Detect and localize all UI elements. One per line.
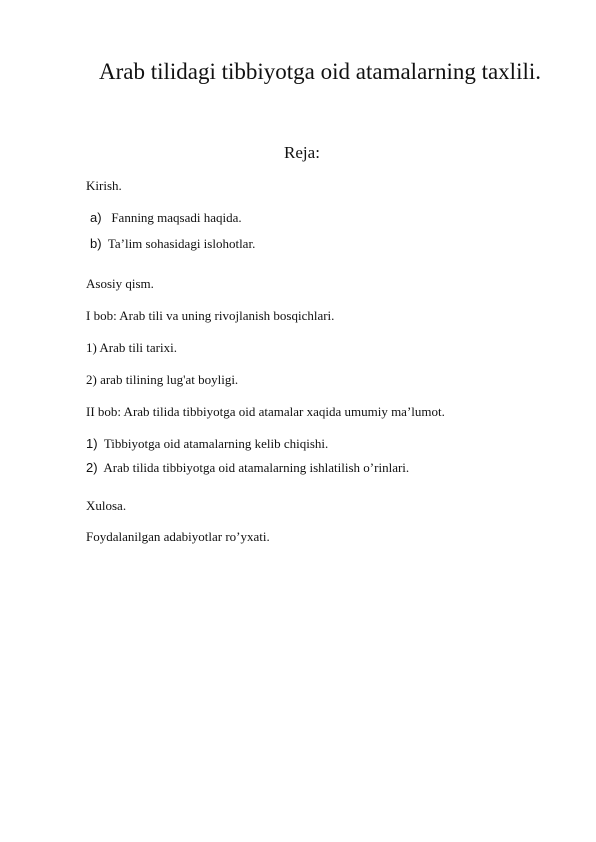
list-marker: 2)	[86, 460, 98, 475]
plan-heading: Reja:	[284, 143, 320, 162]
chapter-1-item: 1) Arab tili tarixi.	[86, 340, 177, 355]
list-marker: 1)	[86, 436, 98, 451]
intro-item	[90, 236, 255, 252]
list-marker: a)	[90, 210, 102, 225]
intro-heading: Kirish.	[86, 178, 122, 193]
chapter-2-item	[86, 436, 328, 452]
chapter-2-heading: II bob: Arab tilida tibbiyotga oid atamalar xaqida umumiy ma’lumot.	[86, 404, 445, 419]
main-part-heading: Asosiy qism.	[86, 276, 154, 291]
list-item-text: Arab tilida tibbiyotga oid atamalarning ishlatilish o’rinlari.	[103, 460, 410, 475]
references-heading: Foydalanilgan adabiyotlar ro’yxati.	[86, 529, 270, 544]
intro-item	[90, 210, 242, 226]
list-item-text: Tibbiyotga oid atamalarning kelib chiqishi.	[103, 436, 329, 451]
chapter-1-item: 2) arab tilining lug'at boyligi.	[86, 372, 239, 387]
document-title: Arab tilidagi tibbiyotga oid atamalarning taxlili.	[98, 59, 541, 84]
list-item-text: Fanning maqsadi haqida.	[111, 210, 242, 225]
list-item-text: Ta’lim sohasidagi islohotlar.	[107, 236, 256, 251]
list-marker: b)	[90, 236, 102, 251]
chapter-1-heading: I bob: Arab tili va uning rivojlanish bosqichlari.	[86, 308, 335, 323]
conclusion-heading: Xulosa.	[86, 498, 127, 513]
chapter-2-item	[86, 460, 409, 476]
